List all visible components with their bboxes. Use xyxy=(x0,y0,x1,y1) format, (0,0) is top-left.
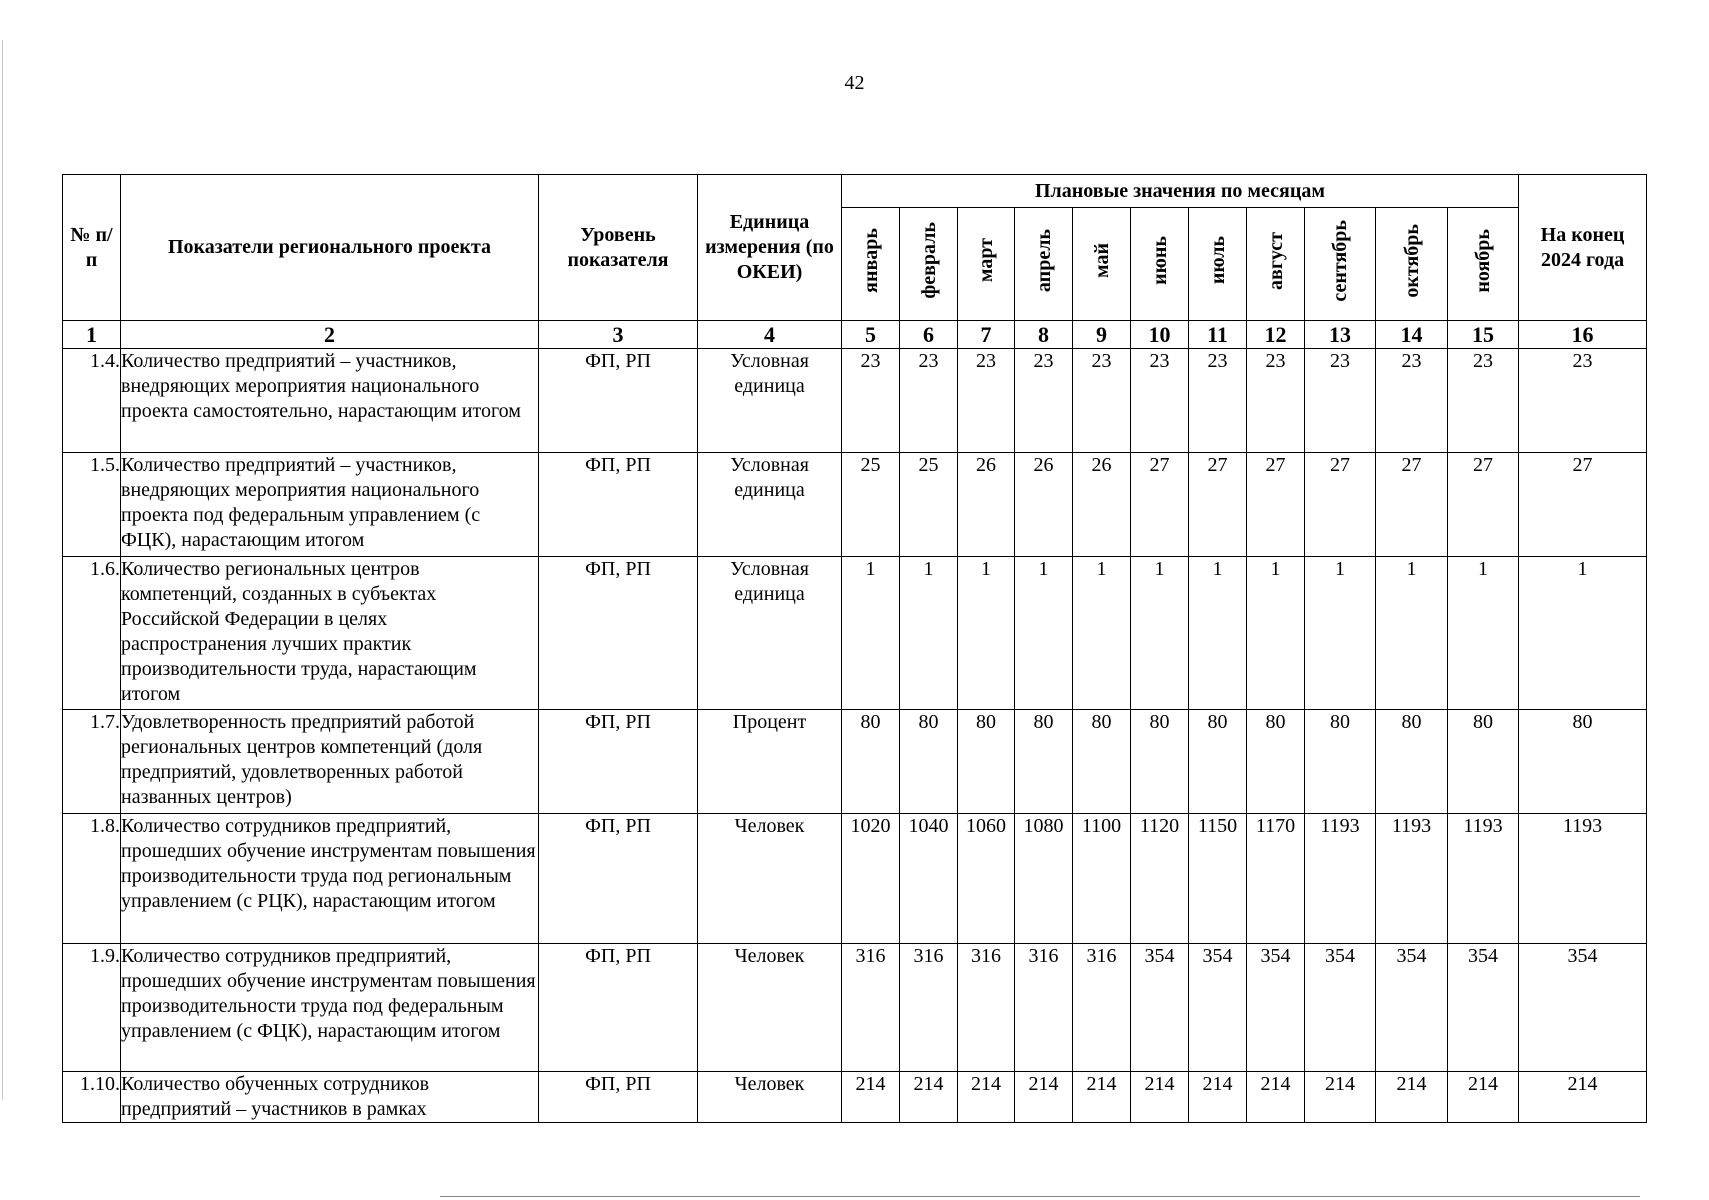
header-month: март xyxy=(958,208,1015,321)
header-month: январь xyxy=(842,208,900,321)
monthly-value: 1040 xyxy=(900,814,958,944)
monthly-value: 214 xyxy=(1015,1072,1073,1123)
year-end-value: 214 xyxy=(1519,1072,1647,1123)
indicator-name: Количество предприятий – участников, внедряющих мероприятия национального проекта под федеральным управлением (с ФЦК), нарастающим итогом xyxy=(121,453,539,557)
monthly-value: 214 xyxy=(1448,1072,1519,1123)
monthly-value: 25 xyxy=(900,453,958,557)
unit-of-measure: Человек xyxy=(698,1072,842,1123)
monthly-value: 354 xyxy=(1376,944,1448,1072)
header-month: октябрь xyxy=(1376,208,1448,321)
monthly-value: 1170 xyxy=(1247,814,1305,944)
column-number: 2 xyxy=(121,321,539,349)
unit-of-measure: Процент xyxy=(698,710,842,814)
monthly-value: 354 xyxy=(1247,944,1305,1072)
monthly-value: 316 xyxy=(842,944,900,1072)
column-number: 6 xyxy=(900,321,958,349)
unit-of-measure: Человек xyxy=(698,814,842,944)
monthly-value: 80 xyxy=(1073,710,1131,814)
monthly-value: 316 xyxy=(1073,944,1131,1072)
monthly-value: 27 xyxy=(1448,453,1519,557)
unit-of-measure: Человек xyxy=(698,944,842,1072)
header-year-end: На конец 2024 года xyxy=(1519,175,1647,321)
monthly-value: 27 xyxy=(1376,453,1448,557)
monthly-value: 1193 xyxy=(1376,814,1448,944)
header-num: № п/п xyxy=(63,175,121,321)
scan-edge xyxy=(2,40,3,1100)
monthly-value: 23 xyxy=(1376,349,1448,453)
monthly-value: 1 xyxy=(1376,557,1448,710)
monthly-value: 23 xyxy=(1073,349,1131,453)
table-row xyxy=(63,1072,1647,1123)
indicator-level: ФП, РП xyxy=(539,1072,698,1123)
indicator-name: Количество сотрудников предприятий, прошедших обучение инструментам повышения производительности труда под региональным управлением (с РЦК), нарастающим итогом xyxy=(121,814,539,944)
header-month: июнь xyxy=(1131,208,1189,321)
indicators-table xyxy=(62,174,1647,1123)
row-number: 1.10. xyxy=(63,1072,121,1123)
monthly-value: 1 xyxy=(1015,557,1073,710)
monthly-value: 1060 xyxy=(958,814,1015,944)
column-number: 15 xyxy=(1448,321,1519,349)
year-end-value: 80 xyxy=(1519,710,1647,814)
monthly-value: 214 xyxy=(1189,1072,1247,1123)
monthly-value: 23 xyxy=(1131,349,1189,453)
monthly-value: 1080 xyxy=(1015,814,1073,944)
monthly-value: 23 xyxy=(842,349,900,453)
header-row-top xyxy=(63,175,1647,208)
monthly-value: 1 xyxy=(1448,557,1519,710)
monthly-value: 354 xyxy=(1189,944,1247,1072)
header-month: август xyxy=(1247,208,1305,321)
monthly-value: 354 xyxy=(1131,944,1189,1072)
monthly-value: 214 xyxy=(1305,1072,1376,1123)
monthly-value: 80 xyxy=(842,710,900,814)
monthly-value: 27 xyxy=(1189,453,1247,557)
monthly-value: 1 xyxy=(900,557,958,710)
monthly-value: 214 xyxy=(1376,1072,1448,1123)
table-row xyxy=(63,453,1647,557)
unit-of-measure: Условная единица xyxy=(698,557,842,710)
monthly-value: 316 xyxy=(1015,944,1073,1072)
year-end-value: 354 xyxy=(1519,944,1647,1072)
row-number: 1.4. xyxy=(63,349,121,453)
year-end-value: 23 xyxy=(1519,349,1647,453)
column-number: 10 xyxy=(1131,321,1189,349)
unit-of-measure: Условная единица xyxy=(698,349,842,453)
column-number: 1 xyxy=(63,321,121,349)
header-months-group: Плановые значения по месяцам xyxy=(842,175,1519,208)
monthly-value: 23 xyxy=(1247,349,1305,453)
monthly-value: 1 xyxy=(1189,557,1247,710)
monthly-value: 26 xyxy=(958,453,1015,557)
indicator-level: ФП, РП xyxy=(539,453,698,557)
monthly-value: 1193 xyxy=(1305,814,1376,944)
monthly-value: 1193 xyxy=(1448,814,1519,944)
monthly-value: 316 xyxy=(958,944,1015,1072)
row-number: 1.5. xyxy=(63,453,121,557)
header-level: Уровень показателя xyxy=(539,175,698,321)
table-body xyxy=(63,349,1647,1123)
monthly-value: 214 xyxy=(842,1072,900,1123)
monthly-value: 1 xyxy=(842,557,900,710)
monthly-value: 354 xyxy=(1448,944,1519,1072)
monthly-value: 27 xyxy=(1247,453,1305,557)
header-unit: Единица измерения (по ОКЕИ) xyxy=(698,175,842,321)
monthly-value: 27 xyxy=(1131,453,1189,557)
monthly-value: 80 xyxy=(1376,710,1448,814)
row-number: 1.8. xyxy=(63,814,121,944)
header-month: июль xyxy=(1189,208,1247,321)
monthly-value: 80 xyxy=(1189,710,1247,814)
row-number: 1.7. xyxy=(63,710,121,814)
table-row xyxy=(63,557,1647,710)
monthly-value: 214 xyxy=(1131,1072,1189,1123)
column-number: 11 xyxy=(1189,321,1247,349)
monthly-value: 26 xyxy=(1015,453,1073,557)
column-number: 8 xyxy=(1015,321,1073,349)
column-number: 5 xyxy=(842,321,900,349)
monthly-value: 23 xyxy=(1189,349,1247,453)
column-numbers-row xyxy=(63,321,1647,349)
monthly-value: 1 xyxy=(1305,557,1376,710)
column-number: 4 xyxy=(698,321,842,349)
indicator-level: ФП, РП xyxy=(539,557,698,710)
monthly-value: 316 xyxy=(900,944,958,1072)
year-end-value: 1 xyxy=(1519,557,1647,710)
header-month: сентябрь xyxy=(1305,208,1376,321)
table-row xyxy=(63,349,1647,453)
column-number: 14 xyxy=(1376,321,1448,349)
monthly-value: 1 xyxy=(1247,557,1305,710)
indicator-name: Количество региональных центров компетенций, созданных в субъектах Российской Федерации в целях распространения лучших практик производительности труда, нарастающим итогом xyxy=(121,557,539,710)
column-number: 12 xyxy=(1247,321,1305,349)
page-bottom-rule xyxy=(440,1196,1640,1197)
year-end-value: 27 xyxy=(1519,453,1647,557)
column-number: 13 xyxy=(1305,321,1376,349)
indicator-level: ФП, РП xyxy=(539,944,698,1072)
indicator-name: Удовлетворенность предприятий работой региональных центров компетенций (доля предприятий, удовлетворенных работой названных центров) xyxy=(121,710,539,814)
column-number: 7 xyxy=(958,321,1015,349)
monthly-value: 23 xyxy=(1448,349,1519,453)
monthly-value: 25 xyxy=(842,453,900,557)
header-month: февраль xyxy=(900,208,958,321)
monthly-value: 23 xyxy=(900,349,958,453)
header-month: май xyxy=(1073,208,1131,321)
monthly-value: 1100 xyxy=(1073,814,1131,944)
table-row xyxy=(63,710,1647,814)
header-name: Показатели регионального проекта xyxy=(121,175,539,321)
monthly-value: 80 xyxy=(1247,710,1305,814)
indicator-level: ФП, РП xyxy=(539,814,698,944)
row-number: 1.6. xyxy=(63,557,121,710)
monthly-value: 26 xyxy=(1073,453,1131,557)
monthly-value: 80 xyxy=(1305,710,1376,814)
indicator-level: ФП, РП xyxy=(539,710,698,814)
monthly-value: 214 xyxy=(900,1072,958,1123)
monthly-value: 1020 xyxy=(842,814,900,944)
monthly-value: 23 xyxy=(1015,349,1073,453)
monthly-value: 214 xyxy=(958,1072,1015,1123)
header-month: апрель xyxy=(1015,208,1073,321)
column-number: 16 xyxy=(1519,321,1647,349)
monthly-value: 1 xyxy=(1131,557,1189,710)
indicator-name: Количество обученных сотрудников предприятий – участников в рамках xyxy=(121,1072,539,1123)
monthly-value: 1 xyxy=(1073,557,1131,710)
indicator-name: Количество сотрудников предприятий, прошедших обучение инструментам повышения производительности труда под федеральным управлением (с ФЦК), нарастающим итогом xyxy=(121,944,539,1072)
indicator-level: ФП, РП xyxy=(539,349,698,453)
unit-of-measure: Условная единица xyxy=(698,453,842,557)
monthly-value: 23 xyxy=(958,349,1015,453)
monthly-value: 214 xyxy=(1073,1072,1131,1123)
monthly-value: 80 xyxy=(958,710,1015,814)
monthly-value: 80 xyxy=(1015,710,1073,814)
monthly-value: 214 xyxy=(1247,1072,1305,1123)
monthly-value: 1 xyxy=(958,557,1015,710)
monthly-value: 23 xyxy=(1305,349,1376,453)
year-end-value: 1193 xyxy=(1519,814,1647,944)
monthly-value: 1120 xyxy=(1131,814,1189,944)
monthly-value: 27 xyxy=(1305,453,1376,557)
page-number: 42 xyxy=(844,72,865,94)
table-row xyxy=(63,944,1647,1072)
indicator-name: Количество предприятий – участников, внедряющих мероприятия национального проекта самостоятельно, нарастающим итогом xyxy=(121,349,539,453)
monthly-value: 354 xyxy=(1305,944,1376,1072)
table-row xyxy=(63,814,1647,944)
column-number: 9 xyxy=(1073,321,1131,349)
column-number: 3 xyxy=(539,321,698,349)
header-month: ноябрь xyxy=(1448,208,1519,321)
monthly-value: 80 xyxy=(1131,710,1189,814)
row-number: 1.9. xyxy=(63,944,121,1072)
monthly-value: 80 xyxy=(1448,710,1519,814)
monthly-value: 80 xyxy=(900,710,958,814)
monthly-value: 1150 xyxy=(1189,814,1247,944)
